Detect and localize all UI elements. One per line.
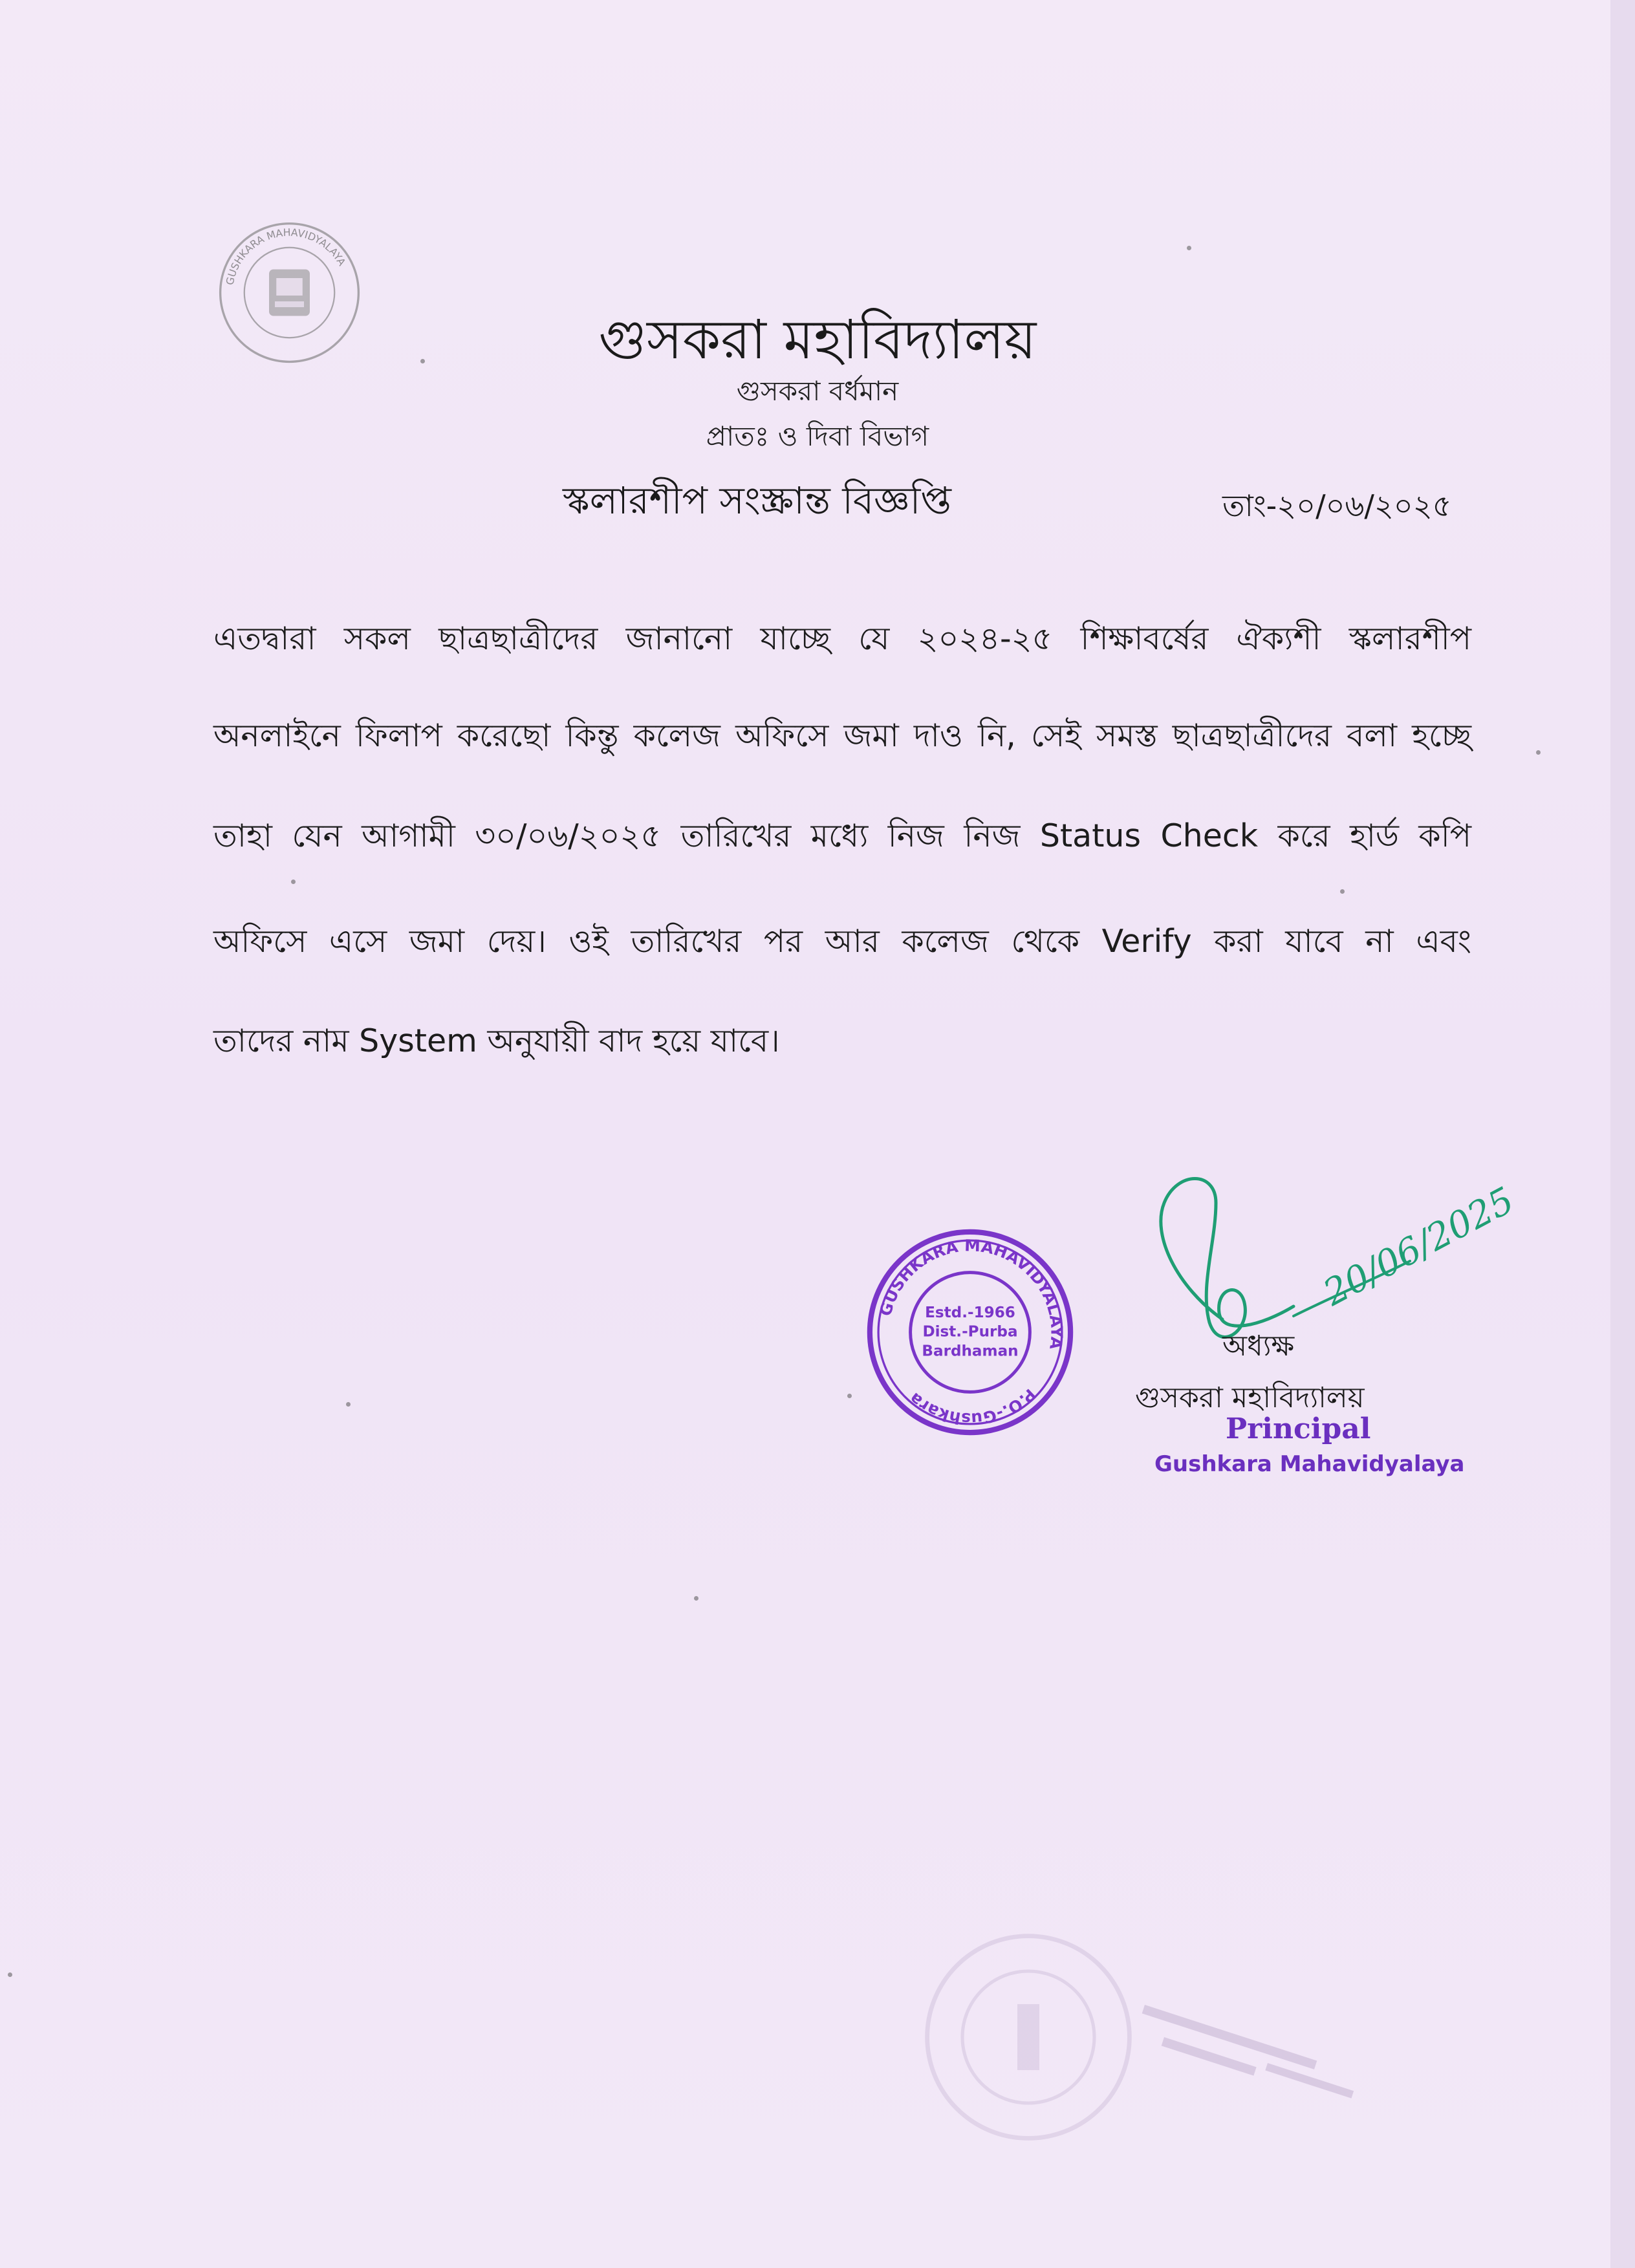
notice-body-line: অনলাইনে ফিলাপ করেছো কিন্তু কলেজ অফিসে জমা দাও নি, সেই সমস্ত ছাত্রছাত্রীদের বলা হচ্ছে — [213, 717, 1471, 754]
notice-body-line: অফিসে এসে জমা দেয়। ওই তারিখের পর আর কলেজ থেকে Verify করা যাবে না এবং — [213, 923, 1471, 960]
stamp-district: Dist.-Purba — [922, 1323, 1018, 1341]
principal-stamp-college: Gushkara Mahavidyalaya — [1154, 1451, 1465, 1477]
paper-speck — [346, 1402, 351, 1407]
college-department: প্রাতঃ ও দিবা বিভাগ — [706, 420, 929, 452]
paper-speck — [420, 359, 425, 363]
signature-title: অধ্যক্ষ — [1222, 1330, 1295, 1363]
principal-signature — [1138, 1158, 1521, 1365]
stamp-estd: Estd.-1966 — [925, 1304, 1015, 1321]
stamp-region: Bardhaman — [922, 1343, 1019, 1360]
notice-body-line: এতদ্বারা সকল ছাত্রছাত্রীদের জানানো যাচ্ছে যে ২০২৪-২৫ শিক্ষাবর্ষের ঐক্যশী স্কলারশীপ — [213, 620, 1471, 657]
notice-body-line: তাহা যেন আগামী ৩০/০৬/২০২৫ তারিখের মধ্যে নিজ নিজ Status Check করে হার্ড কপি — [213, 817, 1471, 854]
paper-speck — [8, 1972, 12, 1977]
principal-stamp-label: Principal — [1226, 1412, 1371, 1445]
signature-college: গুসকরা মহাবিদ্যালয় — [1135, 1381, 1365, 1414]
paper-speck — [847, 1394, 852, 1398]
stamp-ring-text: GUSHKARA MAHAVIDYALAYA — [876, 1236, 1067, 1351]
paper-speck — [1340, 889, 1345, 894]
paper-speck — [1536, 750, 1541, 755]
svg-text:GUSHKARA MAHAVIDYALAYA: GUSHKARA MAHAVIDYALAYA — [223, 226, 349, 286]
signature-date: 20/06/2025 — [1317, 1179, 1521, 1315]
paper-speck — [1187, 246, 1191, 250]
college-name: গুসকরা মহাবিদ্যালয় — [598, 308, 1037, 371]
faint-stamp-impression — [918, 1927, 1138, 2147]
paper-speck — [694, 1596, 698, 1601]
college-place: গুসকরা বর্ধমান — [736, 375, 899, 407]
college-seal-stamp — [863, 1226, 1077, 1439]
stamp-bottom-text: P.O.-Gushkara — [905, 1385, 1040, 1429]
notice-date: তাং-২০/০৬/২০২৫ — [1222, 488, 1452, 523]
notice-body-line: তাদের নাম System অনুযায়ী বাদ হয়ে যাবে। — [213, 1022, 780, 1059]
paper-speck — [291, 880, 296, 884]
faint-text-impression — [1138, 1992, 1384, 2102]
notice-subject: স্কলারশীপ সংস্ক্রান্ত বিজ্ঞপ্তি — [563, 479, 951, 523]
